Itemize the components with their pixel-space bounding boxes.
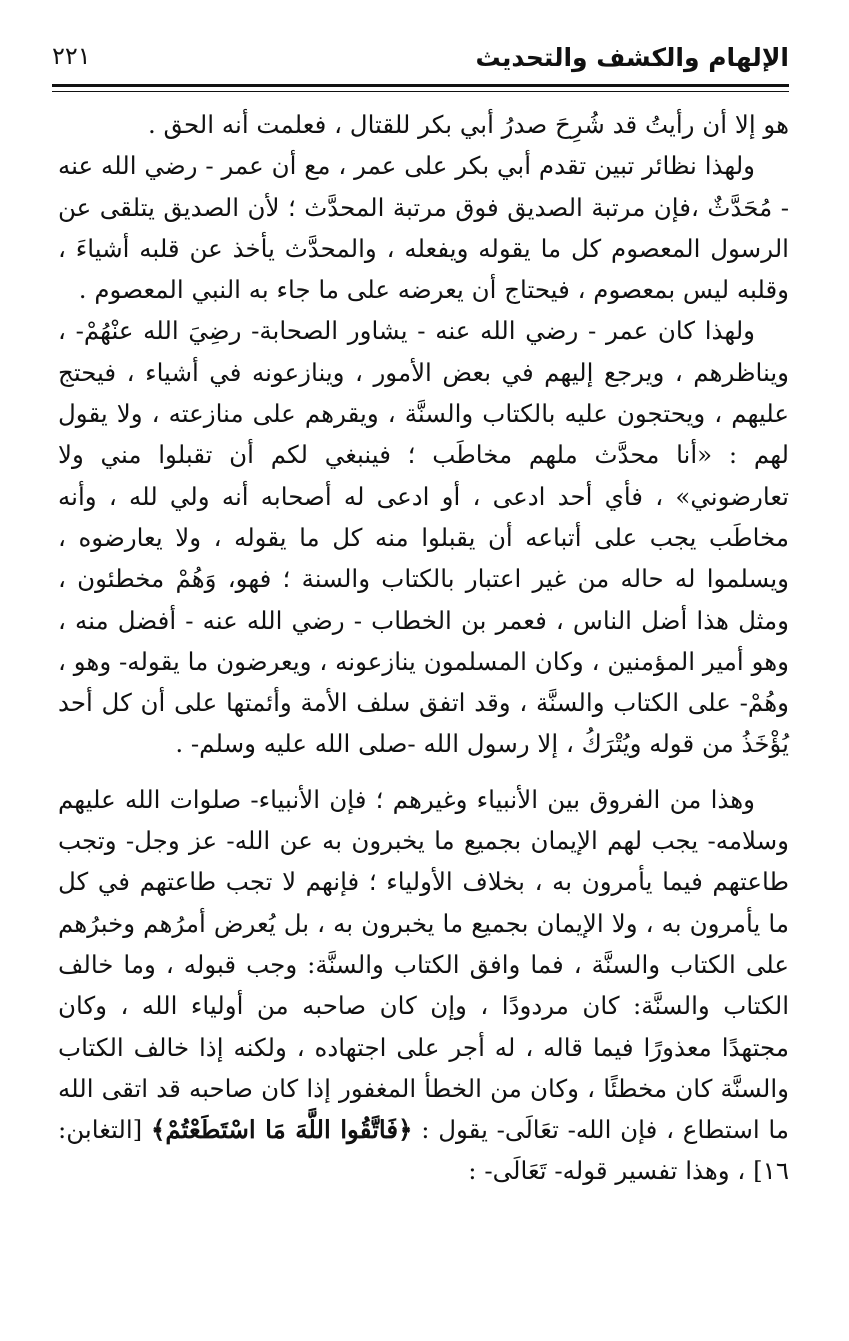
paragraph-4-tail: ، وهذا تفسير قوله- تَعَالَى- : — [468, 1156, 746, 1186]
header-divider — [52, 84, 789, 92]
page-number: ٢٢١ — [52, 42, 91, 70]
paragraph-4-text: وهذا من الفروق بين الأنبياء وغيرهم ؛ فإن الأنبياء- صلوات الله عليهم وسلامه- يجب لهم الإيمان بجميع ما يخبرون به عن الله- عز وجل- وتجب طاعتهم فيما يأمرون به ، بخلاف الأولياء ؛ فإنهم لا تجب طاعتهم في كل ما يأمرون به ، ولا الإيمان بجميع ما يخبرون به ، بل يُعرض أمرُهم وخبرُهم على الكتاب والسنَّة ، فما وافق الكتاب والسنَّة: وجب قبوله ، وما خالف الكتاب والسنَّة: كان مردودًا ، وإن كان صاحبه من أولياء الله ، وكان مجتهدًا معذورًا فيما قاله ، له أجر على اجتهاده ، ولكنه إذا خالف الكتاب والسنَّة كان مخطئًا ، وكان من الخطأ المغفور إذا كان صاحبه قد اتقى الله ما استطاع ، فإن الله- تعَالَى- يقول : — [58, 784, 789, 1145]
quran-verse: ﴿فَاتَّقُوا اللَّهَ مَا اسْتَطَعْتُمْ﴾ — [150, 1115, 413, 1145]
running-header — [52, 26, 789, 76]
verse-citation: [التغابن: ١٦] — [58, 1115, 789, 1186]
paragraph-1: هو إلا أن رأيتُ قد شُرِحَ صدرُ أبي بكر للقتال ، فعلمت أنه الحق . — [147, 110, 789, 139]
chapter-title: الإلهام والكشف والتحديث — [475, 43, 789, 72]
body-text — [58, 104, 789, 1192]
paragraph-4 — [58, 779, 789, 1192]
paragraph-3: ولهذا كان عمر - رضي الله عنه - يشاور الصحابة- رضِيَ الله عنْهُمْ- ، ويناظرهم ، ويرجع إليهم في بعض الأمور ، وينازعونه في أشياء ، فيحتج عليهم ، ويحتجون عليه بالكتاب والسنَّة ، ويقرهم على منازعته ، ولا يقول لهم : «أنا محدَّث ملهم مخاطَب ؛ فينبغي لكم أن تقبلوا مني ولا تعارضوني» ، فأي أحد ادعى ، أو ادعى له أصحابه أنه ولي لله ، وأنه مخاطَب يجب على أتباعه أن يقبلوا منه كل ما يقوله ، ولا يعارضوه ، ويسلموا له حاله من غير اعتبار بالكتاب والسنة ؛ فهو، وَهُمْ مخطئون ، ومثل هذا أضل الناس ، فعمر بن الخطاب - رضي الله عنه - أفضل منه ، وهو أمير المؤمنين ، وكان المسلمون ينازعونه ، ويعرضون ما يقوله- وهو ، وهُمْ- على الكتاب والسنَّة ، وقد اتفق سلف الأمة وأئمتها على أن كل أحد يُؤْخَذُ من قوله ويُتْرَكُ ، إلا رسول الله -صلى الله عليه وسلم- . — [58, 316, 789, 759]
paragraph-2: ولهذا نظائر تبين تقدم أبي بكر على عمر ، مع أن عمر - رضي الله عنه - مُحَدَّثٌ ،فإن مرتبة الصديق فوق مرتبة المحدَّث ؛ لأن الصديق يتلقى عن الرسول المعصوم كل ما يقوله ويفعله ، والمحدَّث يأخذ عن قلبه أشياءَ ، وقلبه ليس بمعصوم ، فيحتاج أن يعرضه على ما جاء به النبي المعصوم . — [58, 151, 789, 305]
